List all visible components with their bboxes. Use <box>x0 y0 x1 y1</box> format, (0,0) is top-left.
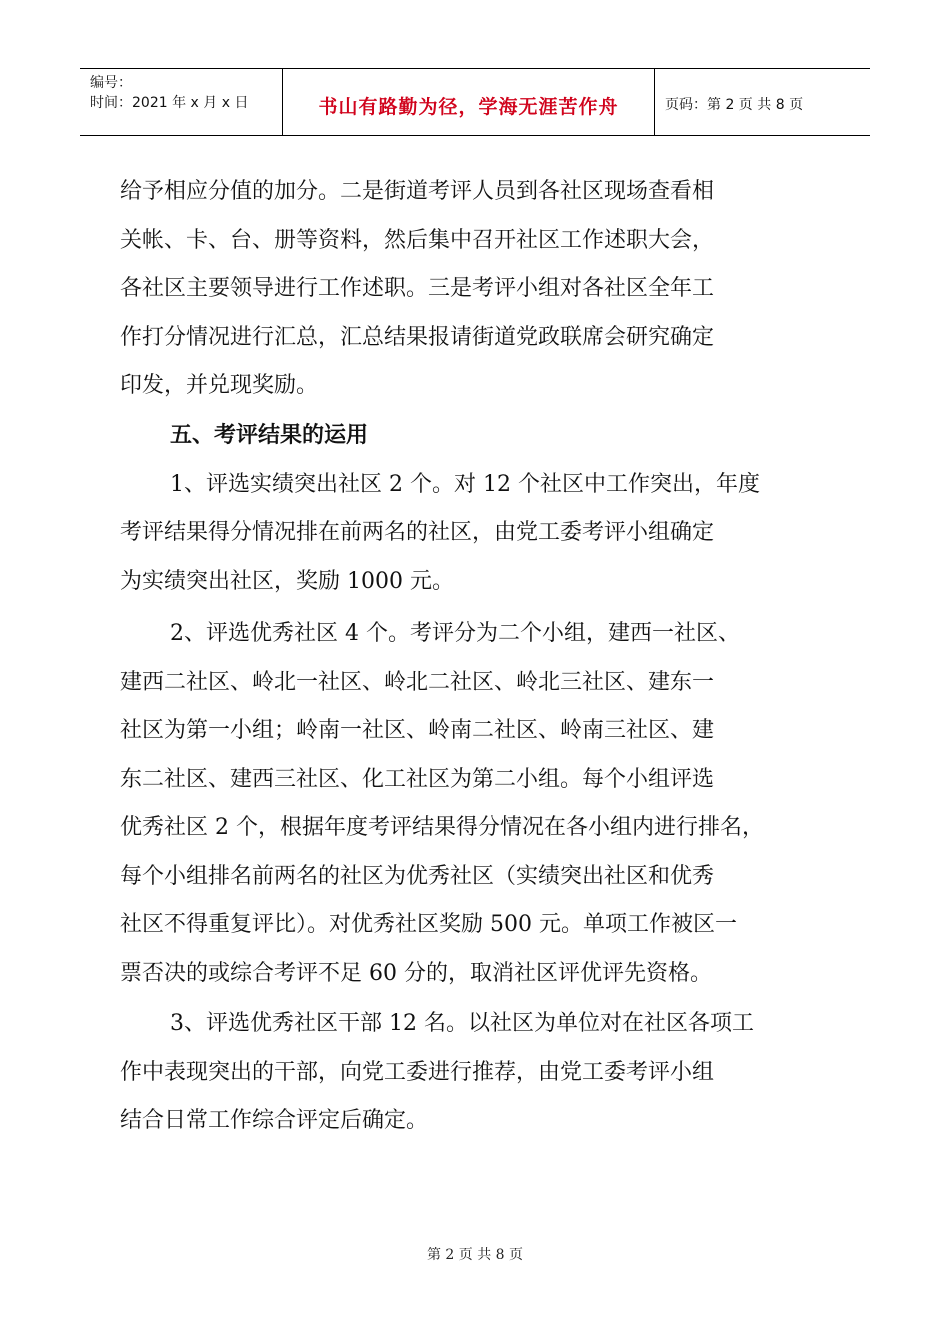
paragraph-continuation: 给予相应分值的加分。二是街道考评人员到各社区现场查看相 关帐、卡、台、册等资料，然后集中召开社区工作述职大会， 各社区主要领导进行工作述职。三是考评小组对各社区全年工 作打分情况进行汇总，汇总结果报请街道党政联席会研究确定 印发，并兑现奖励。 <box>120 179 715 398</box>
header-motto-cell <box>283 69 655 135</box>
header-page-code <box>655 69 870 135</box>
paragraph-item-1: 1、评选实绩突出社区 2 个。对 12 个社区中工作突出，年度 考评结果得分情况排在前两名的社区，由党工委考评小组确定 为实绩突出社区，奖励 1000 元。 <box>120 471 760 594</box>
section-heading-5: 五、考评结果的运用 <box>170 422 369 448</box>
header-table <box>80 68 870 136</box>
paragraph-item-2: 2、评选优秀社区 4 个。考评分为二个小组，建西一社区、 建西二社区、岭北一社区、岭北二社区、岭北三社区、建东一 社区为第一小组；岭南一社区、岭南二社区、岭南三社区、建 东二社区、建西三社区、化工社区为第二小组。每个小组评选 优秀社区 2 个，根据年度考评结果得分情况在各小组内进行排名， 每个小组排名前两名的社区为优秀社区（实绩突出社区和优秀 社区不得重复评比）。对优秀社区奖励 500 元。单项工作被区一 票否决的或综合考评不足 60 分的，取消社区评优评先资格。 <box>120 621 764 986</box>
number-label: 编号： <box>90 75 132 91</box>
page-footer: 第 2 页 共 8 页 <box>426 1247 524 1263</box>
motto-text: 书山有路勤为径，学海无涯苦作舟 <box>318 95 619 118</box>
page-code-text: 页码：第 2 页 共 8 页 <box>665 97 804 113</box>
header-meta <box>80 69 283 135</box>
paragraph-item-3: 3、评选优秀社区干部 12 名。以社区为单位对在社区各项工 作中表现突出的干部，向党工委进行推荐，由党工委考评小组 结合日常工作综合评定后确定。 <box>120 1011 754 1133</box>
time-label: 时间：2021 年 x 月 x 日 <box>90 95 249 111</box>
document-body <box>120 168 840 1146</box>
